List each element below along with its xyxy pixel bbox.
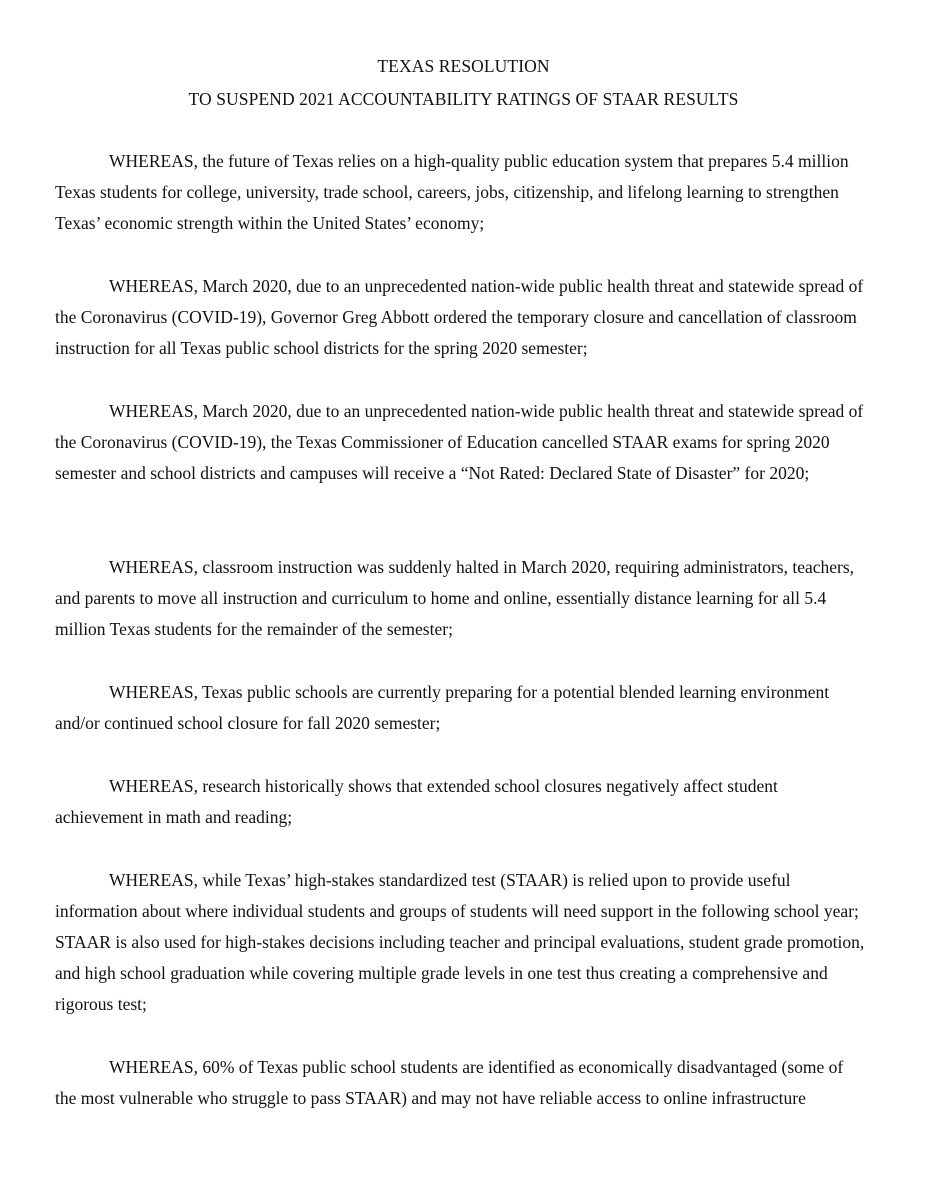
paragraph-7: WHEREAS, while Texas’ high-stakes standardized test (STAAR) is relied upon to provide useful information about where individual students and groups of students will need support in the following school year; STAAR is also used for high-stakes decisions including teacher and principal evaluations, student grade promotion, and high school graduation while covering multiple grade levels in one test thus creating a comprehensive and rigorous test; [55,870,865,1014]
paragraph-8: WHEREAS, 60% of Texas public school students are identified as economically disadvantaged (some of the most vulnerable who struggle to pass STAAR) and may not have reliable access to online infrastructure [55,1057,844,1108]
paragraph-4: WHEREAS, classroom instruction was suddenly halted in March 2020, requiring administrators, teachers, and parents to move all instruction and curriculum to home and online, essentially distance learning for all 5.4 million Texas students for the remainder of the semester; [55,557,855,639]
paragraph-5: WHEREAS, Texas public schools are currently preparing for a potential blended learning environment and/or continued school closure for fall 2020 semester; [55,682,830,733]
paragraph-3: WHEREAS, March 2020, due to an unprecedented nation-wide public health threat and statewide spread of the Coronavirus (COVID-19), the Texas Commissioner of Education cancelled STAAR exams for spring 2020 semester and school districts and campuses will receive a “Not Rated: Declared State of Disaster” for 2020; [55,401,864,483]
document-title: TEXAS RESOLUTION [377,56,550,76]
paragraph-2: WHEREAS, March 2020, due to an unprecedented nation-wide public health threat and statewide spread of the Coronavirus (COVID-19), Governor Greg Abbott ordered the temporary closure and cancellation of classroom instruction for all Texas public school districts for the spring 2020 semester; [55,276,864,358]
document-subtitle: TO SUSPEND 2021 ACCOUNTABILITY RATINGS OF STAAR RESULTS [188,89,739,109]
paragraph-6: WHEREAS, research historically shows that extended school closures negatively affect student achievement in math and reading; [55,776,778,827]
paragraph-1: WHEREAS, the future of Texas relies on a high-quality public education system that prepares 5.4 million Texas students for college, university, trade school, careers, jobs, citizenship, and lifelong learning to strengthen Texas’ economic strength within the United States’ economy; [55,151,849,233]
